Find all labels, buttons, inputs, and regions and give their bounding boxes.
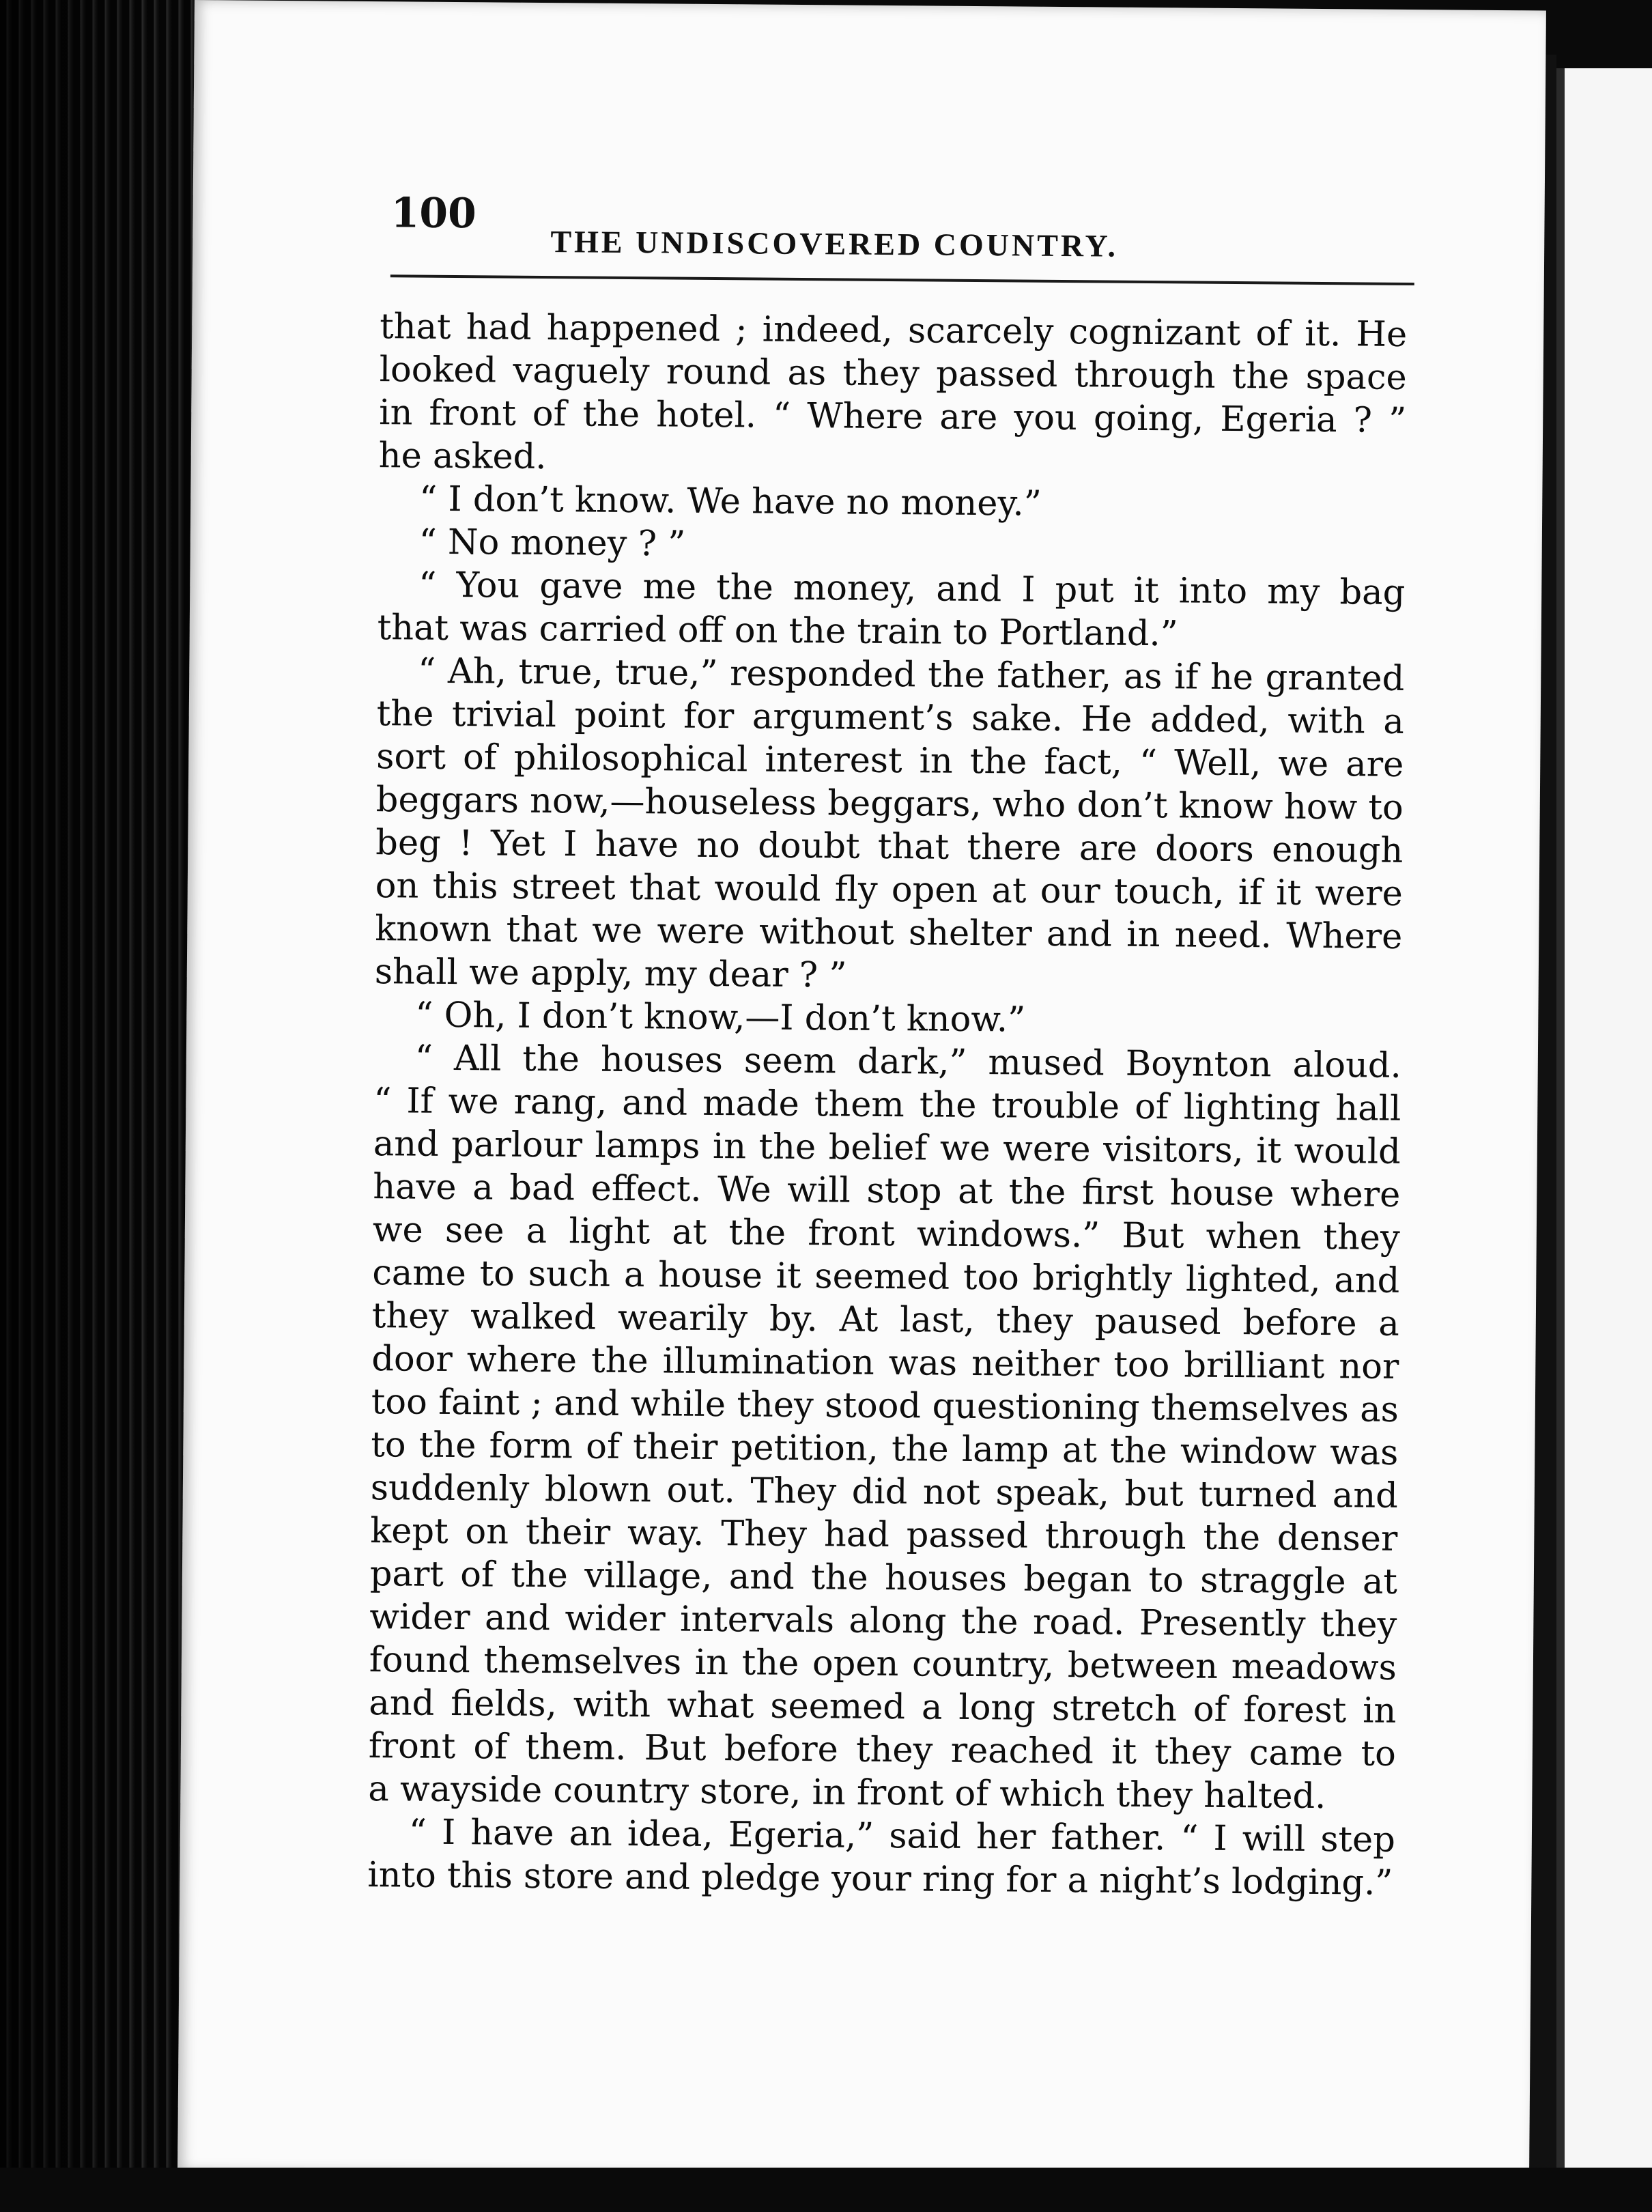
binding-shadow [0, 0, 205, 2212]
text-line: “ Oh, I don’t know,—I don’t know.” [415, 995, 1026, 1040]
text-line: in front of the hotel. “ Where are you going, Egeria ? ” [379, 393, 1407, 441]
text-line: known that we were without shelter and in need. Where [375, 909, 1403, 957]
bottom-scan-edge [0, 2168, 1652, 2212]
text-line: “ All the houses seem dark,” mused Boynton aloud. [414, 1038, 1402, 1086]
text-line: “ If we rang, and made them the trouble of lighting hall [373, 1081, 1401, 1129]
text-line: and fields, with what seemed a long stretch of forest in [369, 1683, 1397, 1731]
text-line: wider and wider intervals along the road. Presently they [369, 1597, 1397, 1645]
text-line: that was carried off on the train to Portland.” [377, 608, 1178, 655]
header-rule [390, 274, 1414, 285]
text-line: front of them. But before they reached it they came to [368, 1726, 1397, 1774]
text-line: part of the village, and the houses began to straggle at [369, 1554, 1398, 1602]
page-sheet [177, 0, 1546, 2181]
text-line: shall we apply, my dear ? ” [374, 952, 847, 996]
text-line: kept on their way. They had passed through the denser [370, 1511, 1398, 1559]
text-line: have a bad effect. We will stop at the first house where [373, 1167, 1401, 1215]
text-line: into this store and pledge your ring for a night’s lodging.” [367, 1855, 1393, 1903]
body-text [367, 305, 1407, 1905]
running-head: THE UNDISCOVERED COUNTRY. [550, 224, 1119, 264]
text-line: he asked. [378, 436, 547, 478]
text-line: the trivial point for argument’s sake. He added, with a [376, 694, 1404, 742]
text-line: beg ! Yet I have no doubt that there are doors enough [375, 823, 1404, 871]
text-line: to the form of their petition, the lamp at the window was [371, 1425, 1399, 1473]
text-line: that had happened ; indeed, scarcely cognizant of it. He [380, 307, 1408, 355]
text-line: “ No money ? ” [418, 522, 686, 565]
text-line: “ I don’t know. We have no money.” [419, 479, 1042, 524]
text-line: they walked wearily by. At last, they paused before a [371, 1296, 1400, 1344]
text-line: and parlour lamps in the belief we were visitors, it would [373, 1124, 1401, 1172]
text-line: “ Ah, true, true,” responded the father, as if he granted [418, 651, 1405, 699]
text-line: came to such a house it seemed too brightly lighted, and [372, 1253, 1400, 1301]
text-line: we see a light at the front windows.” But when they [372, 1210, 1401, 1258]
next-page-edge [1556, 68, 1565, 2212]
text-line: found themselves in the open country, between meadows [369, 1640, 1397, 1688]
text-line: beggars now,—houseless beggars, who don’t know how to [375, 780, 1404, 828]
page-header [390, 189, 1415, 272]
text-line: on this street that would fly open at our touch, if it were [375, 866, 1404, 914]
page-number: 100 [390, 189, 477, 238]
text-line: “ You gave me the money, and I put it into my bag [418, 565, 1406, 613]
text-line: door where the illumination was neither too brilliant nor [371, 1339, 1399, 1387]
text-line: looked vaguely round as they passed through the space [379, 350, 1407, 398]
text-line: a wayside country store, in front of which they halted. [368, 1769, 1326, 1817]
next-page-sliver [1556, 68, 1652, 2212]
text-line: sort of philosophical interest in the fact, “ Well, we are [376, 737, 1404, 785]
text-line: too faint ; and while they stood questioning themselves as [371, 1382, 1399, 1430]
text-line: suddenly blown out. They did not speak, but turned and [370, 1468, 1399, 1516]
text-line: “ I have an idea, Egeria,” said her father. “ I will step [408, 1812, 1396, 1860]
